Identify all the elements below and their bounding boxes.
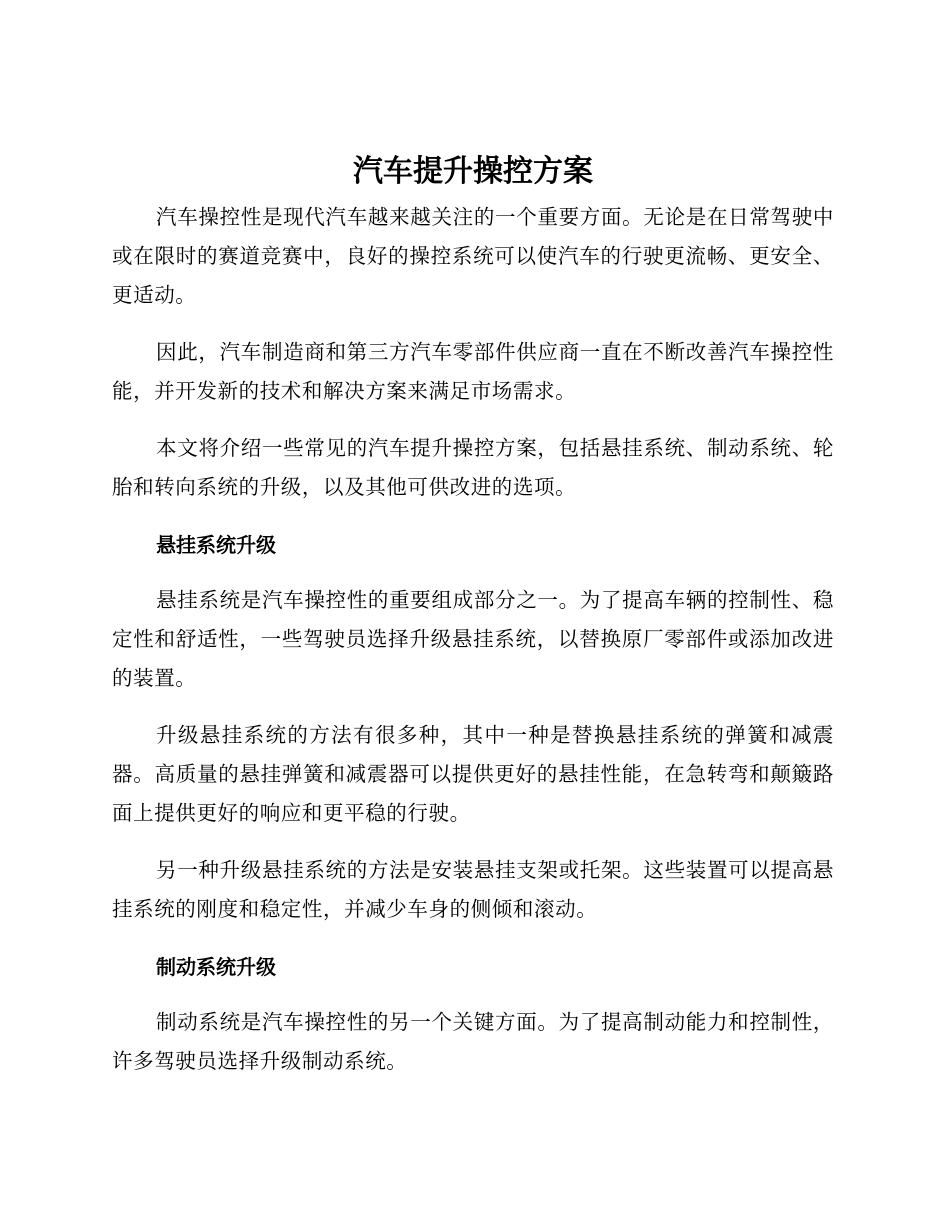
section-suspension bbox=[112, 525, 834, 929]
section-paragraph: 制动系统是汽车操控性的另一个关键方面。为了提高制动能力和控制性，许多驾驶员选择升级制动系统。 bbox=[112, 1010, 834, 1073]
intro-paragraph: 因此，汽车制造商和第三方汽车零部件供应商一直在不断改善汽车操控性能，并开发新的技术和解决方案来满足市场需求。 bbox=[112, 340, 834, 403]
section-heading: 制动系统升级 bbox=[156, 955, 276, 979]
intro-paragraph: 本文将介绍一些常见的汽车提升操控方案，包括悬挂系统、制动系统、轮胎和转向系统的升级，以及其他可供改进的选项。 bbox=[112, 436, 834, 499]
section-paragraph: 升级悬挂系统的方法有很多种，其中一种是替换悬挂系统的弹簧和减震器。高质量的悬挂弹簧和减震器可以提供更好的悬挂性能，在急转弯和颠簸路面上提供更好的响应和更平稳的行驶。 bbox=[112, 723, 834, 825]
section-paragraph: 悬挂系统是汽车操控性的重要组成部分之一。为了提高车辆的控制性、稳定性和舒适性，一些驾驶员选择升级悬挂系统，以替换原厂零部件或添加改进的装置。 bbox=[112, 588, 834, 690]
section-heading: 悬挂系统升级 bbox=[156, 533, 276, 557]
section-paragraph: 另一种升级悬挂系统的方法是安装悬挂支架或托架。这些装置可以提高悬挂系统的刚度和稳定性，并减少车身的侧倾和滚动。 bbox=[112, 858, 834, 921]
document-body bbox=[112, 148, 834, 1099]
document-title: 汽车提升操控方案 bbox=[353, 154, 593, 189]
section-brakes bbox=[112, 947, 834, 1081]
intro-paragraph: 汽车操控性是现代汽车越来越关注的一个重要方面。无论是在日常驾驶中或在限时的赛道竞赛中，良好的操控系统可以使汽车的行驶更流畅、更安全、更适动。 bbox=[112, 205, 834, 307]
